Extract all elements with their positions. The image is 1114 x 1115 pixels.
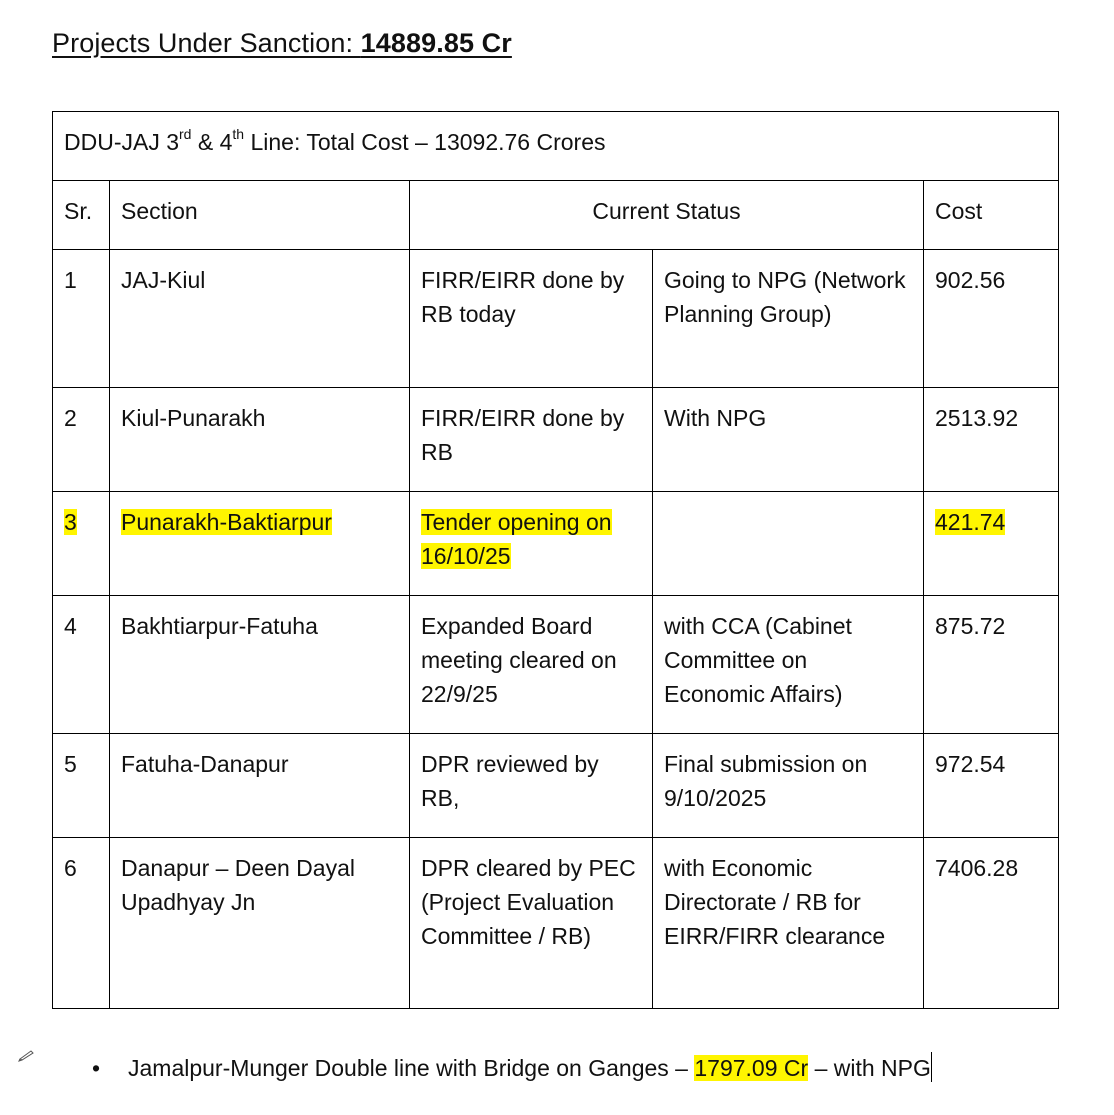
projects-table (52, 111, 1059, 1009)
bullet-suffix: – with NPG (808, 1055, 931, 1081)
row-cost: 972.54 (924, 734, 1059, 838)
row-section: Kiul-Punarakh (110, 388, 410, 492)
row-cost: 902.56 (924, 250, 1059, 388)
bullet-item (92, 1052, 932, 1082)
row-section: Punarakh-Baktiarpur (121, 509, 332, 535)
col-header-status: Current Status (410, 181, 924, 250)
row-status-2: with CCA (Cabinet Committee on Economic Affairs) (653, 596, 924, 734)
table-caption: DDU-JAJ 3rd & 4th Line: Total Cost – 13092.76 Crores (53, 112, 1059, 181)
row-cost: 421.74 (935, 509, 1006, 535)
row-sr: 5 (53, 734, 110, 838)
bullet-text: Jamalpur-Munger Double line with Bridge on Ganges – (128, 1055, 695, 1081)
page-title (52, 28, 512, 59)
title-prefix: Projects Under Sanction: (52, 28, 361, 58)
row-status-1: DPR reviewed by RB, (410, 734, 653, 838)
row-section: JAJ-Kiul (110, 250, 410, 388)
row-sr: 4 (53, 596, 110, 734)
table-row (53, 388, 1059, 492)
table-row (53, 734, 1059, 838)
table-row (53, 250, 1059, 388)
row-section: Danapur – Deen Dayal Upadhyay Jn (110, 838, 410, 1009)
row-section: Bakhtiarpur-Fatuha (110, 596, 410, 734)
row-sr: 1 (53, 250, 110, 388)
table-row (53, 596, 1059, 734)
row-status-2 (653, 492, 924, 596)
annotation-pen-icon (18, 1048, 36, 1062)
row-status-2: With NPG (653, 388, 924, 492)
row-status-1: Tender opening on 16/10/25 (421, 509, 612, 569)
row-sr: 2 (53, 388, 110, 492)
bullet-dot: • (92, 1055, 101, 1081)
row-status-2: with Economic Directorate / RB for EIRR/FIRR clearance (653, 838, 924, 1009)
row-status-1: FIRR/EIRR done by RB (410, 388, 653, 492)
table-row-highlighted (53, 492, 1059, 596)
table-caption-row (53, 112, 1059, 181)
row-status-2: Going to NPG (Network Planning Group) (653, 250, 924, 388)
row-status-2: Final submission on 9/10/2025 (653, 734, 924, 838)
row-section: Fatuha-Danapur (110, 734, 410, 838)
row-cost: 2513.92 (924, 388, 1059, 492)
row-status-1: DPR cleared by PEC (Project Evaluation Committee / RB) (410, 838, 653, 1009)
row-sr: 3 (64, 509, 77, 535)
bullet-amount: 1797.09 Cr (694, 1055, 809, 1081)
col-header-section: Section (110, 181, 410, 250)
row-cost: 875.72 (924, 596, 1059, 734)
row-cost: 7406.28 (924, 838, 1059, 1009)
row-sr: 6 (53, 838, 110, 1009)
row-status-1: FIRR/EIRR done by RB today (410, 250, 653, 388)
title-amount: 14889.85 Cr (360, 28, 512, 58)
col-header-sr: Sr. (53, 181, 110, 250)
table-row (53, 838, 1059, 1009)
col-header-cost: Cost (924, 181, 1059, 250)
text-cursor (931, 1052, 933, 1082)
row-status-1: Expanded Board meeting cleared on 22/9/25 (410, 596, 653, 734)
column-header-row (53, 181, 1059, 250)
